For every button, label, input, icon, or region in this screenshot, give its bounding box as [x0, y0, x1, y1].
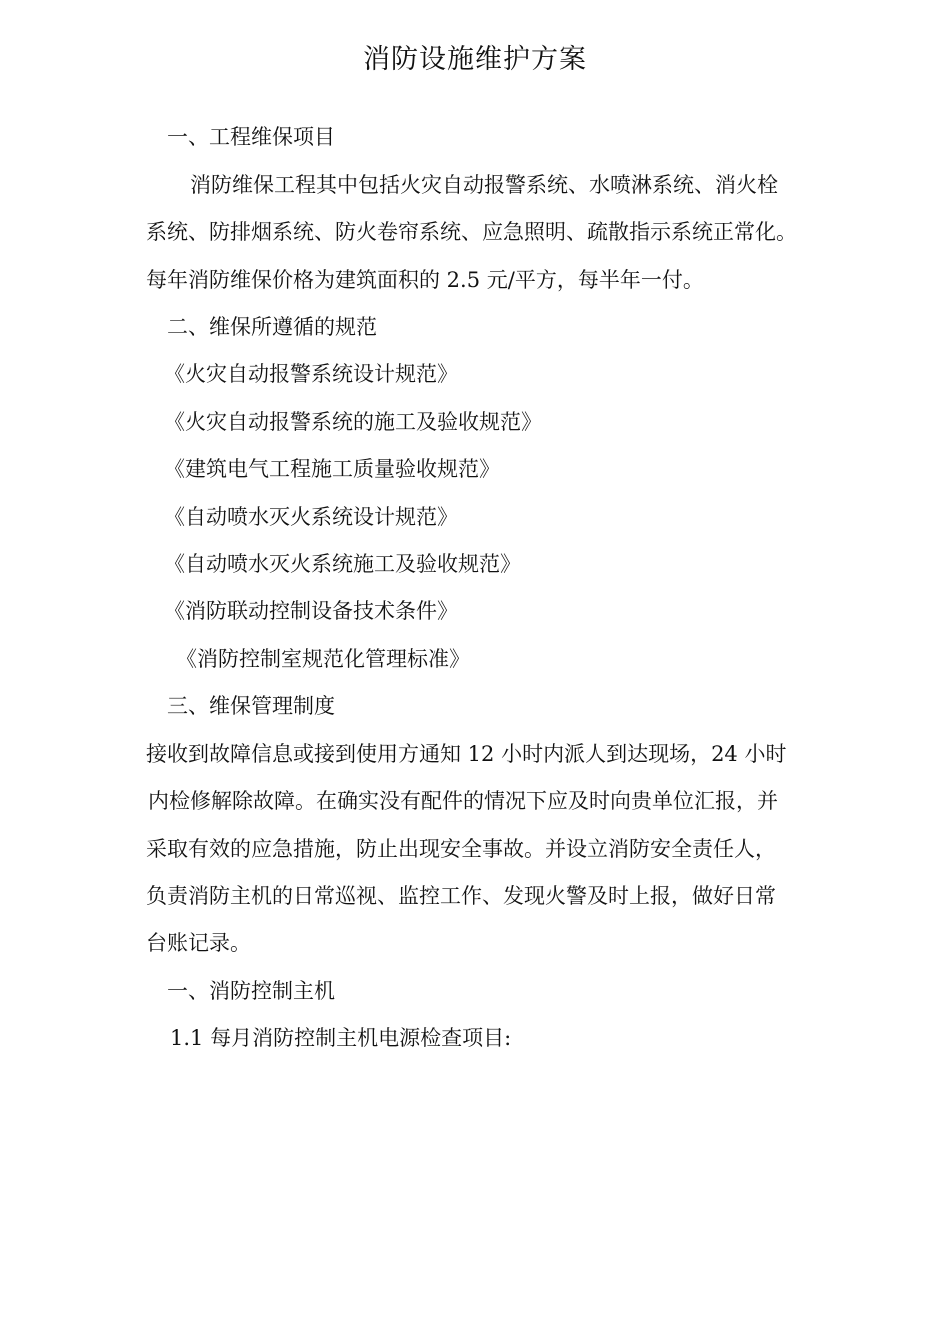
- document-title: 消防设施维护方案: [363, 44, 587, 75]
- standard-item: 《火灾自动报警系统设计规范》: [164, 362, 458, 386]
- standard-item: 《火灾自动报警系统的施工及验收规范》: [164, 410, 542, 434]
- section-heading-control-host: 一、消防控制主机: [167, 979, 335, 1003]
- paragraph-line: 接收到故障信息或接到使用方通知 12 小时内派人到达现场，24 小时: [146, 742, 787, 766]
- paragraph-line: 每年消防维保价格为建筑面积的 2.5 元/平方，每半年一付。: [146, 268, 704, 292]
- standard-item: 《自动喷水灭火系统设计规范》: [164, 505, 458, 529]
- section-heading-standards: 二、维保所遵循的规范: [167, 315, 377, 339]
- section-heading-maintenance-items: 一、工程维保项目: [167, 125, 335, 149]
- paragraph-line: 消防维保工程其中包括火灾自动报警系统、水喷淋系统、消火栓: [190, 173, 778, 197]
- paragraph-line: 台账记录。: [146, 931, 251, 955]
- standard-item: 《自动喷水灭火系统施工及验收规范》: [164, 552, 521, 576]
- standard-item: 《建筑电气工程施工质量验收规范》: [164, 457, 500, 481]
- section-heading-management: 三、维保管理制度: [167, 694, 335, 718]
- paragraph-line: 系统、防排烟系统、防火卷帘系统、应急照明、疏散指示系统正常化。: [146, 220, 797, 244]
- paragraph-line: 采取有效的应急措施，防止出现安全事故。并设立消防安全责任人，: [146, 837, 776, 861]
- paragraph-line: 负责消防主机的日常巡视、监控工作、发现火警及时上报，做好日常: [146, 884, 776, 908]
- standard-item: 《消防控制室规范化管理标准》: [176, 647, 470, 671]
- paragraph-line: 内检修解除故障。在确实没有配件的情况下应及时向贵单位汇报，并: [148, 789, 778, 813]
- sub-item: 1.1 每月消防控制主机电源检查项目:: [170, 1026, 512, 1050]
- standard-item: 《消防联动控制设备技术条件》: [164, 599, 458, 623]
